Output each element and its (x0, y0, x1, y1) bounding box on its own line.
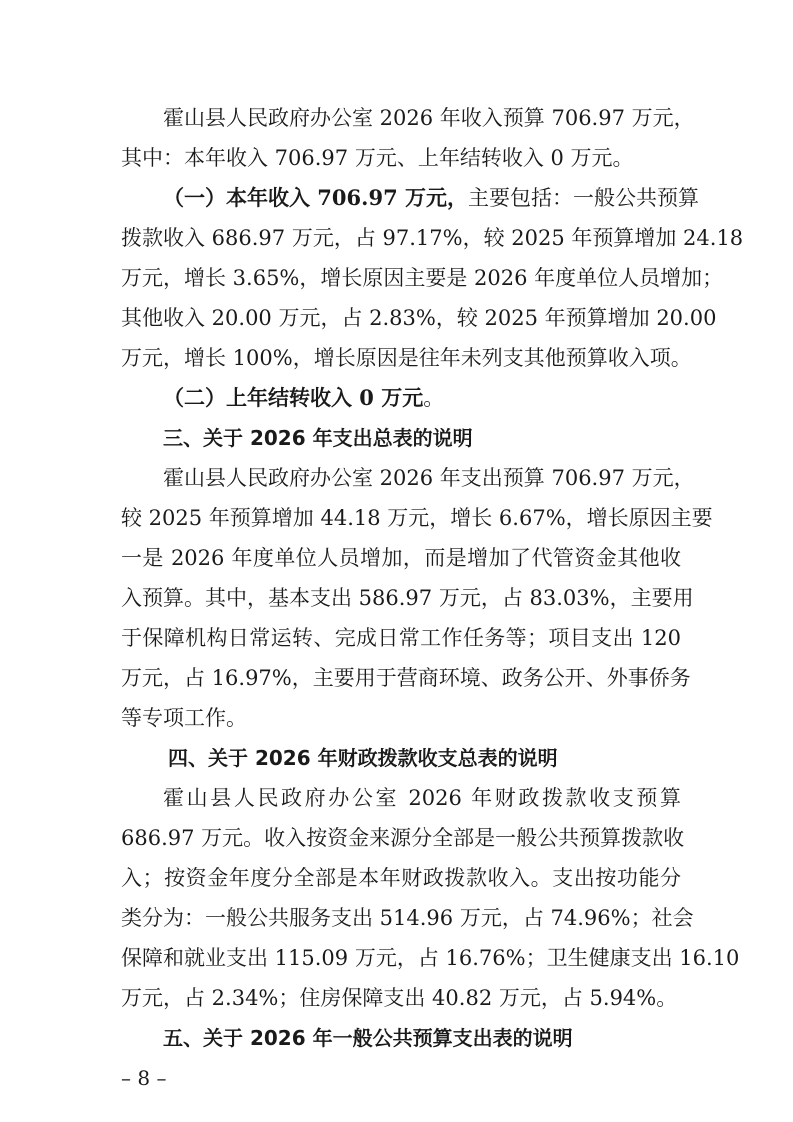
body-text-line: 霍山县人民政府办公室 2026 年收入预算 706.97 万元， (163, 106, 695, 130)
section-heading-5: 五、关于 2026 年一般公共预算支出表的说明 (163, 1026, 573, 1050)
body-text-line: 于保障机构日常运转、完成日常工作任务等；项目支出 120 (121, 626, 681, 650)
page-number: – 8 – (121, 1066, 167, 1090)
bold-lead-text: （一）本年收入 706.97 万元， (163, 185, 468, 210)
body-text-line: 一是 2026 年度单位人员增加，而是增加了代管资金其他收 (121, 546, 681, 570)
body-text-line: 万元，占 16.97%，主要用于营商环境、政务公开、外事侨务 (121, 666, 691, 690)
body-text-line (163, 383, 681, 413)
body-text-line: 霍山县人民政府办公室 2026 年财政拨款收支预算 (163, 786, 681, 810)
body-text-line: 霍山县人民政府办公室 2026 年支出预算 706.97 万元， (163, 466, 695, 490)
body-text-line: 类分为：一般公共服务支出 514.96 万元，占 74.96%；社会 (121, 906, 694, 930)
section-heading-3: 三、关于 2026 年支出总表的说明 (163, 426, 473, 450)
body-text-line: 万元，增长 3.65%，增长原因主要是 2026 年度单位人员增加； (121, 266, 724, 290)
body-text-line: 保障和就业支出 115.09 万元，占 16.76%；卫生健康支出 16.10 (121, 946, 740, 970)
body-text-line (163, 183, 699, 213)
body-text-line: 万元，增长 100%，增长原因是往年未列支其他预算收入项。 (121, 346, 692, 370)
body-text-line: 686.97 万元。收入按资金来源分全部是一般公共预算拨款收 (121, 826, 685, 850)
body-text-line: 万元，占 2.34%；住房保障支出 40.82 万元，占 5.94%。 (121, 986, 678, 1010)
body-text-span: 主要包括：一般公共预算 (468, 186, 699, 210)
body-text-line: 较 2025 年预算增加 44.18 万元，增长 6.67%，增长原因主要 (121, 506, 713, 530)
body-text-line: 入；按资金年度分全部是本年财政拨款收入。支出按功能分 (121, 866, 681, 890)
body-text-line: 等专项工作。 (121, 706, 247, 730)
bold-lead-text: （二）上年结转收入 0 万元 (163, 385, 424, 410)
body-text-line: 入预算。其中，基本支出 586.97 万元，占 83.03%，主要用 (121, 586, 694, 610)
body-text-line: 拨款收入 686.97 万元，占 97.17%，较 2025 年预算增加 24.18 (121, 226, 744, 250)
body-text-span: 。 (423, 386, 445, 410)
section-heading-4: 四、关于 2026 年财政拨款收支总表的说明 (168, 746, 558, 770)
body-text-line: 其他收入 20.00 万元，占 2.83%，较 2025 年预算增加 20.00 (121, 306, 717, 330)
body-text-line: 其中：本年收入 706.97 万元、上年结转收入 0 万元。 (121, 146, 634, 170)
